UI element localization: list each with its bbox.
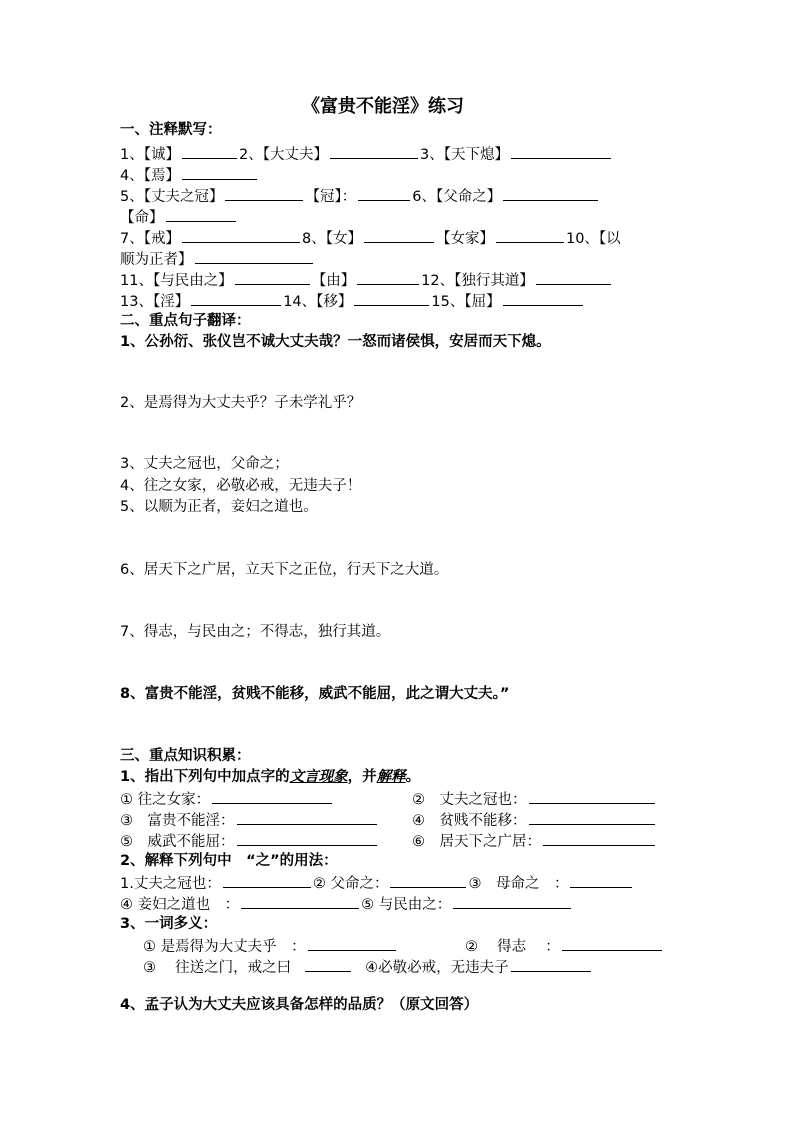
- answer-blank[interactable]: [212, 788, 332, 804]
- answer-blank[interactable]: [191, 290, 281, 306]
- item-label: 1.丈夫之冠也：: [120, 876, 221, 892]
- polysemy-row-1b: [465, 935, 664, 957]
- item-label: ③ 富贵不能淫：: [120, 813, 235, 829]
- item-label: 5、【丈夫之冠】: [120, 189, 224, 205]
- annotation-row-4: [120, 206, 238, 228]
- annotation-row-7: [120, 269, 613, 291]
- answer-blank[interactable]: [357, 269, 419, 285]
- annotation-row-8: [120, 290, 585, 312]
- section-1-heading: 一、注释默写：: [120, 122, 222, 138]
- answer-blank[interactable]: [241, 893, 359, 909]
- phenomenon-row-1b: [412, 788, 657, 810]
- answer-blank[interactable]: [308, 935, 396, 951]
- answer-blank[interactable]: [195, 248, 313, 264]
- answer-blank[interactable]: [511, 143, 611, 159]
- item-label: ③ 母命之 ：: [468, 876, 569, 892]
- polysemy-row-2: [143, 956, 593, 978]
- answer-blank[interactable]: [529, 809, 655, 825]
- item-label: ④必敬必戒，无违夫子: [365, 960, 509, 976]
- item-label: 14、【移】: [283, 294, 353, 310]
- translation-question: 8、富贵不能淫，贫贱不能移，威武不能屈，此之谓大丈夫。”: [120, 686, 510, 702]
- item-label: 【冠】：: [305, 189, 357, 205]
- answer-blank[interactable]: [543, 830, 655, 846]
- answer-blank[interactable]: [364, 227, 434, 243]
- phenomenon-row-2b: [412, 809, 657, 831]
- zhi-usage-row-1: [120, 872, 634, 894]
- translation-question: 2、是焉得为大丈夫乎？子未学礼乎？: [120, 395, 362, 411]
- polysemy-row-1: [143, 935, 398, 957]
- phenomenon-row-3: [120, 830, 379, 852]
- item-label: 【由】: [311, 273, 356, 289]
- knowledge-question-4: 4、孟子认为大丈夫应该具备怎样的品质？（原文回答）: [120, 997, 479, 1013]
- translation-question: 6、居天下之广居，立天下之正位，行天下之大道。: [120, 562, 449, 578]
- item-label: 3、【天下熄】: [419, 147, 509, 163]
- answer-blank[interactable]: [235, 269, 310, 285]
- phenomenon-row-3b: [412, 830, 657, 852]
- item-label: 13、【淫】: [120, 294, 190, 310]
- worksheet-title: 《富贵不能淫》练习: [302, 96, 464, 117]
- item-label: ① 是焉得为大丈夫乎 ：: [143, 939, 306, 955]
- knowledge-question-1: 1、指出下列句中加点字的文言现象，并解释。: [120, 769, 421, 785]
- zhi-usage-row-2: [120, 893, 573, 915]
- item-label: 11、【与民由之】: [120, 273, 233, 289]
- item-label: ④ 妾妇之道也 ：: [120, 897, 240, 913]
- answer-blank[interactable]: [237, 830, 377, 846]
- item-label: ② 父命之：: [312, 876, 389, 892]
- answer-blank[interactable]: [511, 956, 591, 972]
- item-label: ② 得志 ：: [465, 939, 560, 955]
- knowledge-question-2: 2、解释下列句中 “之”的用法：: [120, 853, 338, 869]
- answer-blank[interactable]: [562, 935, 662, 951]
- item-label: 12、【独行其道】: [421, 273, 534, 289]
- annotation-row-5: [120, 227, 621, 249]
- answer-blank[interactable]: [182, 164, 257, 180]
- item-label: 【女家】: [435, 231, 494, 247]
- item-label: ① 往之女家：: [120, 792, 211, 808]
- section-2-heading: 二、重点句子翻译：: [120, 313, 251, 329]
- item-label: ③ 往送之门，戒之曰: [143, 960, 292, 976]
- item-label: ⑤ 威武不能屈：: [120, 834, 235, 850]
- answer-blank[interactable]: [503, 185, 598, 201]
- answer-blank[interactable]: [182, 143, 237, 159]
- phenomenon-row-2: [120, 809, 379, 831]
- knowledge-question-3: 3、一词多义：: [120, 916, 218, 932]
- annotation-row-1: [120, 143, 613, 165]
- item-label: ② 丈夫之冠也：: [412, 792, 527, 808]
- phenomenon-row-1: [120, 788, 334, 810]
- answer-blank[interactable]: [390, 872, 466, 888]
- answer-blank[interactable]: [305, 956, 351, 972]
- item-label: ④ 贫贱不能移：: [412, 813, 527, 829]
- answer-blank[interactable]: [453, 893, 571, 909]
- item-label: 4、【焉】: [120, 168, 180, 184]
- answer-blank[interactable]: [570, 872, 632, 888]
- answer-blank[interactable]: [354, 290, 429, 306]
- answer-blank[interactable]: [503, 290, 583, 306]
- translation-question: 3、丈夫之冠也，父命之；: [120, 456, 289, 472]
- answer-blank[interactable]: [237, 809, 377, 825]
- item-label: 15、【屈】: [431, 294, 501, 310]
- translation-question: 5、以顺为正者，妾妇之道也。: [120, 499, 318, 515]
- item-label: 10、【以: [565, 231, 621, 247]
- item-label: 顺为正者】: [120, 252, 193, 268]
- answer-blank[interactable]: [225, 185, 303, 201]
- item-label: 【命】: [120, 210, 164, 226]
- item-label: ⑥ 居天下之广居：: [412, 834, 541, 850]
- item-label: 6、【父命之】: [412, 189, 502, 205]
- translation-question: 1、公孙衍、张仪岂不诚大丈夫哉？一怒而诸侯惧，安居而天下熄。: [120, 334, 551, 350]
- section-3-heading: 三、重点知识积累：: [120, 748, 251, 764]
- answer-blank[interactable]: [496, 227, 564, 243]
- answer-blank[interactable]: [330, 143, 418, 159]
- annotation-row-3: [120, 185, 600, 207]
- answer-blank[interactable]: [182, 227, 300, 243]
- item-label: 8、【女】: [301, 231, 362, 247]
- item-label: ⑤ 与民由之：: [361, 897, 452, 913]
- item-label: 7、【戒】: [120, 231, 180, 247]
- translation-question: 4、往之女家，必敬必戒，无违夫子！: [120, 478, 362, 494]
- item-label: 1、【诚】: [120, 147, 180, 163]
- item-label: 2、【大丈夫】: [238, 147, 328, 163]
- answer-blank[interactable]: [529, 788, 655, 804]
- annotation-row-6: [120, 248, 315, 270]
- answer-blank[interactable]: [358, 185, 410, 201]
- answer-blank[interactable]: [223, 872, 311, 888]
- answer-blank[interactable]: [166, 206, 236, 222]
- answer-blank[interactable]: [536, 269, 611, 285]
- annotation-row-2: [120, 164, 259, 186]
- translation-question: 7、得志，与民由之；不得志，独行其道。: [120, 624, 391, 640]
